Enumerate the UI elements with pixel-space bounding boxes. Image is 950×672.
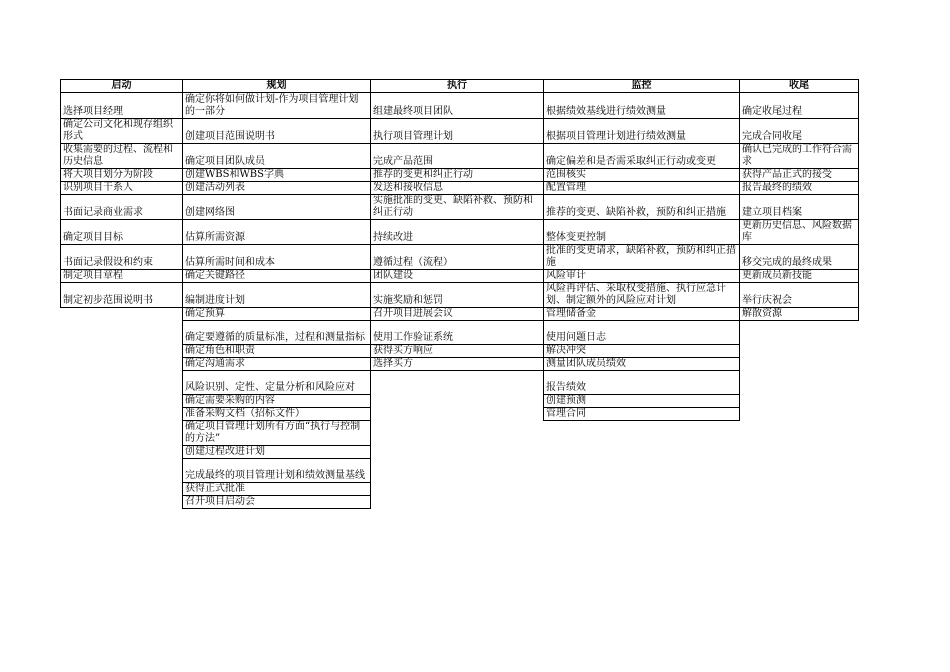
- cell-planning: [183, 119, 371, 144]
- cell-text: 实施批准的变更、缺陷补救、预防和纠正行动: [373, 195, 533, 218]
- cell-closing: [740, 496, 859, 509]
- cell-initiating: [61, 119, 183, 144]
- cell-closing: [740, 245, 859, 270]
- cell-text: 确定项目目标: [63, 232, 123, 243]
- table-row: [61, 283, 859, 308]
- cell-text: 书面记录假设和约束: [63, 257, 153, 268]
- header-row: [61, 80, 859, 93]
- table-row: [61, 182, 859, 195]
- cell-text: 创建活动列表: [185, 182, 245, 193]
- cell-planning: [183, 182, 371, 195]
- cell-text: 解散资源: [742, 308, 782, 319]
- cell-initiating: [61, 169, 183, 182]
- cell-planning: [183, 459, 371, 483]
- cell-text: 遵循过程（流程）: [373, 257, 453, 268]
- cell-closing: [740, 421, 859, 446]
- cell-planning: [183, 144, 371, 169]
- cell-planning: [183, 283, 371, 308]
- cell-initiating: [61, 408, 183, 421]
- header-executing: 执行: [371, 80, 544, 93]
- cell-text: 确定项目管理计划所有方面“执行与控制的方法”: [185, 421, 361, 444]
- cell-text: 创建WBS和WBS字典: [185, 169, 284, 180]
- cell-text: 组建最终项目团队: [373, 106, 453, 117]
- table-row: [61, 308, 859, 321]
- cell-text: 报告绩效: [546, 382, 586, 393]
- cell-text: 召开项目启动会: [185, 496, 255, 507]
- cell-text: 移交完成的最终成果: [742, 257, 832, 268]
- cell-initiating: [61, 459, 183, 483]
- cell-closing: [740, 395, 859, 408]
- cell-executing: [371, 169, 544, 182]
- cell-initiating: [61, 245, 183, 270]
- cell-closing: [740, 169, 859, 182]
- cell-monitoring: [544, 446, 740, 459]
- cell-executing: [371, 408, 544, 421]
- cell-text: 管理合同: [546, 408, 586, 419]
- cell-closing: [740, 283, 859, 308]
- cell-text: 根据项目管理计划进行绩效测量: [546, 131, 686, 142]
- cell-initiating: [61, 446, 183, 459]
- cell-monitoring: [544, 220, 740, 245]
- cell-text: 管理储备金: [546, 308, 596, 319]
- cell-planning: [183, 358, 371, 371]
- cell-planning: [183, 395, 371, 408]
- cell-text: 执行项目管理计划: [373, 131, 453, 142]
- cell-text: 召开项目进展会议: [373, 308, 453, 319]
- cell-text: 获得买方响应: [373, 345, 433, 356]
- cell-text: 范围核实: [546, 169, 586, 180]
- cell-initiating: [61, 308, 183, 321]
- cell-executing: [371, 321, 544, 345]
- cell-initiating: [61, 345, 183, 358]
- cell-monitoring: [544, 408, 740, 421]
- cell-text: 风险识别、定性、定量分析和风险应对: [185, 382, 355, 393]
- cell-monitoring: [544, 169, 740, 182]
- cell-planning: [183, 220, 371, 245]
- cell-text: 更新历史信息、风险数据库: [742, 220, 852, 243]
- cell-text: 准备采购文档（招标文件）: [185, 408, 305, 419]
- cell-text: 收集需要的过程、流程和历史信息: [63, 144, 173, 167]
- cell-text: 确定角色和职责: [185, 345, 255, 356]
- cell-monitoring: [544, 144, 740, 169]
- cell-monitoring: [544, 496, 740, 509]
- cell-text: 制定项目章程: [63, 270, 123, 281]
- cell-closing: [740, 119, 859, 144]
- cell-planning: [183, 446, 371, 459]
- cell-text: 测量团队成员绩效: [546, 358, 626, 369]
- cell-executing: [371, 308, 544, 321]
- cell-executing: [371, 358, 544, 371]
- cell-text: 完成合同收尾: [742, 131, 802, 142]
- table-row: [61, 371, 859, 395]
- cell-executing: [371, 421, 544, 446]
- cell-text: 识别项目干系人: [63, 182, 133, 193]
- cell-executing: [371, 446, 544, 459]
- cell-text: 建立项目档案: [742, 207, 802, 218]
- cell-planning: [183, 270, 371, 283]
- cell-text: 创建预测: [546, 395, 586, 406]
- cell-planning: [183, 195, 371, 220]
- cell-executing: [371, 195, 544, 220]
- cell-initiating: [61, 395, 183, 408]
- header-monitoring: 监控: [544, 80, 740, 93]
- cell-text: 完成最终的项目管理计划和绩效测量基线: [185, 470, 365, 481]
- cell-initiating: [61, 421, 183, 446]
- header-planning: 规划: [183, 80, 371, 93]
- cell-executing: [371, 220, 544, 245]
- cell-initiating: [61, 270, 183, 283]
- cell-text: 获得正式批准: [185, 483, 245, 494]
- cell-closing: [740, 270, 859, 283]
- cell-closing: [740, 358, 859, 371]
- cell-text: 更新成员新技能: [742, 270, 812, 281]
- cell-text: 举行庆祝会: [742, 295, 792, 306]
- cell-closing: [740, 371, 859, 395]
- table-row: [61, 93, 859, 119]
- cell-executing: [371, 483, 544, 496]
- cell-text: 创建网络图: [185, 207, 235, 218]
- cell-closing: [740, 220, 859, 245]
- cell-text: 估算所需时间和成本: [185, 257, 275, 268]
- cell-text: 根据绩效基线进行绩效测量: [546, 106, 666, 117]
- cell-text: 实施奖励和惩罚: [373, 295, 443, 306]
- cell-closing: [740, 345, 859, 358]
- cell-closing: [740, 308, 859, 321]
- cell-closing: [740, 459, 859, 483]
- cell-monitoring: [544, 345, 740, 358]
- cell-executing: [371, 496, 544, 509]
- cell-monitoring: [544, 195, 740, 220]
- cell-closing: [740, 144, 859, 169]
- cell-executing: [371, 345, 544, 358]
- cell-monitoring: [544, 395, 740, 408]
- cell-text: 使用问题日志: [546, 332, 606, 343]
- cell-executing: [371, 119, 544, 144]
- cell-planning: [183, 245, 371, 270]
- cell-initiating: [61, 144, 183, 169]
- cell-text: 团队建设: [373, 270, 413, 281]
- cell-text: 确定要遵循的质量标准，过程和测量指标: [185, 332, 365, 343]
- cell-monitoring: [544, 321, 740, 345]
- cell-closing: [740, 446, 859, 459]
- cell-monitoring: [544, 308, 740, 321]
- cell-initiating: [61, 371, 183, 395]
- cell-text: 创建项目范围说明书: [185, 131, 275, 142]
- cell-planning: [183, 421, 371, 446]
- cell-closing: [740, 408, 859, 421]
- table-body: [61, 93, 859, 509]
- cell-initiating: [61, 358, 183, 371]
- cell-text: 选择买方: [373, 358, 413, 369]
- cell-initiating: [61, 93, 183, 119]
- cell-text: 推荐的变更、缺陷补救，预防和纠正措施: [546, 207, 726, 218]
- cell-text: 风险再评估、采取权变措施、执行应急计划、制定额外的风险应对计划: [546, 283, 726, 306]
- cell-text: 确定公司文化和现存组织形式: [63, 119, 173, 142]
- table-row: [61, 421, 859, 446]
- cell-initiating: [61, 182, 183, 195]
- table-row: [61, 245, 859, 270]
- header-closing: 收尾: [740, 80, 859, 93]
- cell-text: 批准的变更请求，缺陷补救，预防和纠正措施: [546, 245, 736, 268]
- cell-executing: [371, 283, 544, 308]
- cell-monitoring: [544, 421, 740, 446]
- cell-executing: [371, 93, 544, 119]
- header-initiating: 启动: [61, 80, 183, 93]
- cell-text: 确定需要采购的内容: [185, 395, 275, 406]
- cell-monitoring: [544, 371, 740, 395]
- cell-monitoring: [544, 459, 740, 483]
- cell-planning: [183, 345, 371, 358]
- cell-text: 发送和接收信息: [373, 182, 443, 193]
- cell-text: 编制进度计划: [185, 295, 245, 306]
- cell-text: 将大项目划分为阶段: [63, 169, 153, 180]
- cell-text: 解决冲突: [546, 345, 586, 356]
- table-row: [61, 220, 859, 245]
- cell-text: 使用工作验证系统: [373, 332, 453, 343]
- cell-closing: [740, 182, 859, 195]
- table-row: [61, 119, 859, 144]
- cell-text: 确认已完成的工作符合需求: [742, 144, 852, 167]
- cell-planning: [183, 321, 371, 345]
- process-group-table: [60, 79, 859, 509]
- cell-text: 估算所需资源: [185, 232, 245, 243]
- cell-closing: [740, 483, 859, 496]
- cell-planning: [183, 496, 371, 509]
- cell-planning: [183, 308, 371, 321]
- table-row: [61, 496, 859, 509]
- cell-text: 完成产品范围: [373, 156, 433, 167]
- cell-text: 制定初步范围说明书: [63, 295, 153, 306]
- cell-initiating: [61, 283, 183, 308]
- cell-planning: [183, 169, 371, 182]
- table-row: [61, 195, 859, 220]
- table-row: [61, 395, 859, 408]
- table-row: [61, 345, 859, 358]
- cell-monitoring: [544, 358, 740, 371]
- cell-planning: [183, 408, 371, 421]
- cell-monitoring: [544, 283, 740, 308]
- cell-text: 选择项目经理: [63, 106, 123, 117]
- cell-monitoring: [544, 483, 740, 496]
- table-row: [61, 169, 859, 182]
- cell-text: 风险审计: [546, 270, 586, 281]
- cell-initiating: [61, 195, 183, 220]
- cell-planning: [183, 93, 371, 119]
- cell-monitoring: [544, 270, 740, 283]
- table-row: [61, 358, 859, 371]
- table-row: [61, 483, 859, 496]
- table-row: [61, 459, 859, 483]
- cell-text: 推荐的变更和纠正行动: [373, 169, 473, 180]
- cell-monitoring: [544, 93, 740, 119]
- cell-executing: [371, 395, 544, 408]
- cell-text: 确定偏差和是否需采取纠正行动或变更: [546, 156, 716, 167]
- cell-text: 整体变更控制: [546, 232, 606, 243]
- table-row: [61, 270, 859, 283]
- cell-monitoring: [544, 182, 740, 195]
- cell-executing: [371, 459, 544, 483]
- table-row: [61, 321, 859, 345]
- cell-text: 持续改进: [373, 232, 413, 243]
- cell-monitoring: [544, 245, 740, 270]
- cell-text: 确定项目团队成员: [185, 156, 265, 167]
- cell-executing: [371, 245, 544, 270]
- cell-text: 获得产品正式的接受: [742, 169, 832, 180]
- cell-text: 确定沟通需求: [185, 358, 245, 369]
- cell-text: 报告最终的绩效: [742, 182, 812, 193]
- cell-text: 配置管理: [546, 182, 586, 193]
- table-row: [61, 446, 859, 459]
- cell-executing: [371, 144, 544, 169]
- cell-text: 确定预算: [185, 308, 225, 319]
- cell-initiating: [61, 220, 183, 245]
- cell-planning: [183, 483, 371, 496]
- cell-initiating: [61, 321, 183, 345]
- cell-executing: [371, 270, 544, 283]
- cell-closing: [740, 195, 859, 220]
- cell-executing: [371, 371, 544, 395]
- cell-initiating: [61, 496, 183, 509]
- cell-text: 书面记录商业需求: [63, 207, 143, 218]
- cell-text: 确定你将如何做计划-作为项目管理计划的一部分: [185, 94, 359, 117]
- cell-planning: [183, 371, 371, 395]
- cell-text: 确定关键路径: [185, 270, 245, 281]
- cell-closing: [740, 93, 859, 119]
- cell-executing: [371, 182, 544, 195]
- cell-text: 确定收尾过程: [742, 106, 802, 117]
- cell-initiating: [61, 483, 183, 496]
- cell-text: 创建过程改进计划: [185, 446, 265, 457]
- table-row: [61, 144, 859, 169]
- table-row: [61, 408, 859, 421]
- cell-monitoring: [544, 119, 740, 144]
- cell-closing: [740, 321, 859, 345]
